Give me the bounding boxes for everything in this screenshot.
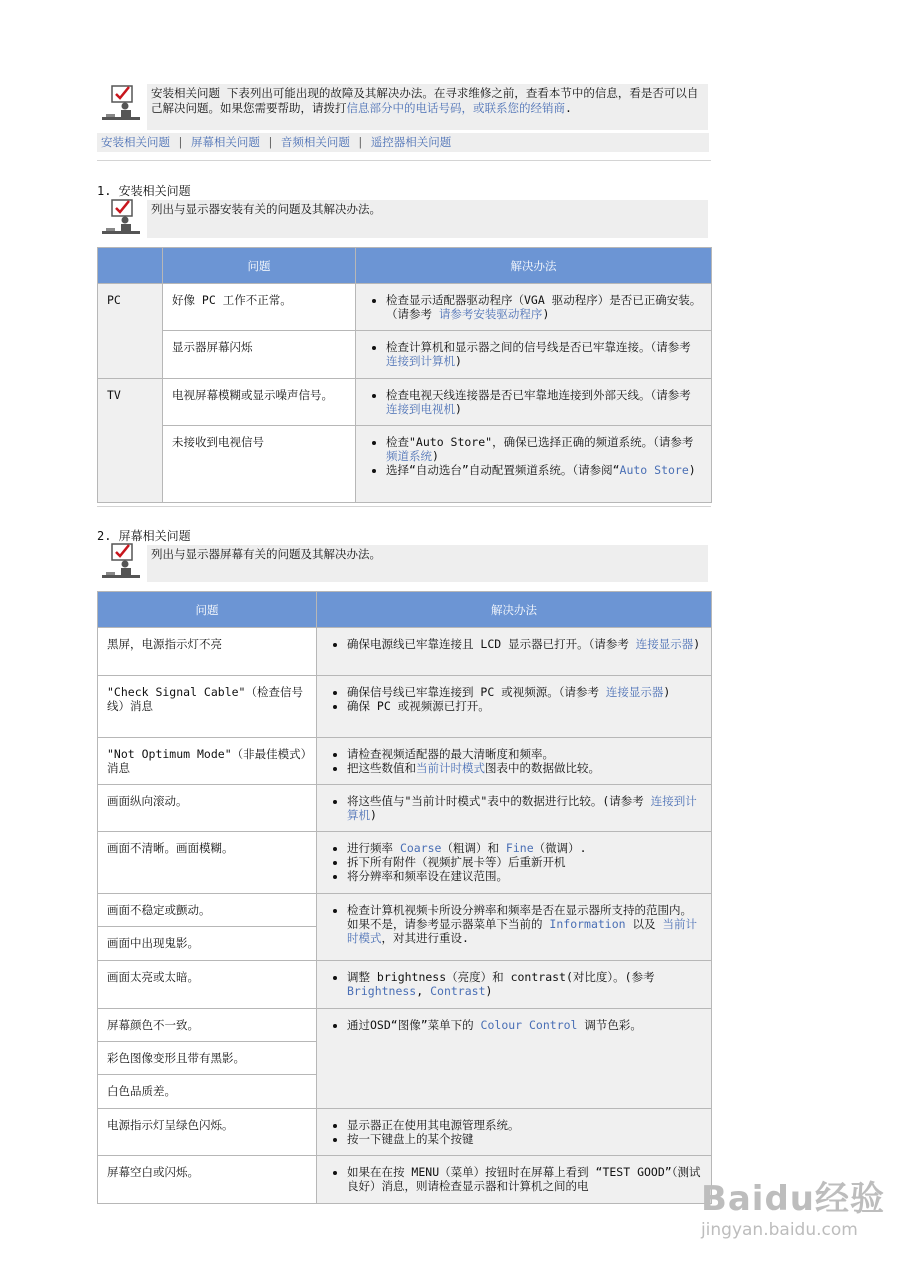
- list-item: • 如果在在按 MENU（菜单）按钮时在屏幕上看到 “TEST GOOD”（测试良好）消息，则请检查显示器和计算机之间的电: [347, 1165, 703, 1193]
- list-item: • 通过OSD“图像”菜单下的 Colour Control 调节色彩。: [347, 1018, 703, 1032]
- solution-link[interactable]: 连接到计算机: [386, 354, 455, 368]
- list-item: • 请检查视频适配器的最大清晰度和频率。: [347, 747, 703, 761]
- category-pc: PC: [98, 284, 163, 379]
- list-item: • 检查显示适配器驱动程序（VGA 驱动程序）是否已正确安装。（请参考 请参考安装驱动程序): [386, 293, 703, 321]
- nav-link-screen[interactable]: 屏幕相关问题: [190, 135, 260, 149]
- list-item: • 检查计算机和显示器之间的信号线是否已牢靠连接。（请参考 连接到计算机): [386, 340, 703, 368]
- solution-cell: [317, 676, 712, 738]
- solution-cell: [317, 961, 712, 1009]
- problem-cell: "Not Optimum Mode"（非最佳模式）消息: [98, 738, 317, 785]
- solution-link[interactable]: Brightness: [347, 984, 417, 998]
- section-title-install: 1. 安装相关问题: [97, 184, 191, 198]
- solution-cell: [317, 894, 712, 961]
- problem-cell: 屏幕颜色不一致。: [98, 1009, 317, 1042]
- problem-cell: 白色品质差。: [98, 1075, 317, 1109]
- list-item: • 检查计算机视频卡所设分辨率和频率是否在显示器所支持的范围内。如果不是，请参考显示器菜单下当前的 Information 以及 当前计时模式，对其进行重设.: [347, 903, 703, 945]
- solution-link[interactable]: Fine: [505, 841, 534, 855]
- problem-cell: 画面不清晰。画面模糊。: [98, 832, 317, 894]
- nav-link-install[interactable]: 安装相关问题: [101, 135, 170, 149]
- solution-link[interactable]: 频道系统: [386, 449, 432, 463]
- nav-link-audio[interactable]: 音频相关问题: [280, 135, 350, 149]
- solution-cell: [356, 379, 712, 426]
- note-icon: [100, 198, 144, 238]
- solution-link[interactable]: 连接显示器: [605, 685, 664, 699]
- solution-link[interactable]: Information: [549, 917, 626, 931]
- section-note: 列出与显示器安装有关的问题及其解决办法。: [147, 200, 708, 238]
- category-tv: TV: [98, 379, 163, 503]
- solution-cell: [317, 832, 712, 894]
- problem-cell: 彩色图像变形且带有黑影。: [98, 1042, 317, 1075]
- contact-link[interactable]: 信息部分中的电话号码，或联系您的经销商: [346, 101, 565, 115]
- baidu-watermark: [701, 1171, 885, 1240]
- problem-cell: 画面不稳定或颤动。: [98, 894, 317, 927]
- solution-link[interactable]: 连接到电视机: [386, 402, 455, 416]
- problem-cell: 电源指示灯呈绿色闪烁。: [98, 1109, 317, 1156]
- list-item: • 按一下键盘上的某个按键: [347, 1132, 703, 1146]
- list-item: • 拆下所有附件（视频扩展卡等）后重新开机: [347, 855, 703, 869]
- note-icon: [100, 542, 144, 582]
- nav-link-remote[interactable]: 遥控器相关问题: [370, 135, 452, 149]
- solution-cell: [317, 785, 712, 832]
- problem-cell: 电视屏幕模糊或显示噪声信号。: [163, 379, 356, 426]
- problem-cell: 未接收到电视信号: [163, 426, 356, 503]
- list-item: • 确保信号线已牢靠连接到 PC 或视频源。（请参考 连接显示器): [347, 685, 703, 699]
- divider: [97, 160, 711, 161]
- solution-link[interactable]: 当前计时模式: [416, 761, 485, 775]
- section-nav: 安装相关问题 | 屏幕相关问题 | 音频相关问题 | 遥控器相关问题: [97, 133, 709, 152]
- problem-cell: 好像 PC 工作不正常。: [163, 284, 356, 331]
- solution-cell: [356, 331, 712, 379]
- solution-link[interactable]: 当前计时模式: [347, 917, 697, 945]
- section-note: 列出与显示器屏幕有关的问题及其解决办法。: [147, 545, 708, 582]
- watermark-url: jingyan.baidu.com: [700, 1220, 858, 1240]
- problem-cell: "Check Signal Cable"（检查信号线）消息: [98, 676, 317, 738]
- solution-cell: [317, 1009, 712, 1109]
- list-item: • 选择“自动选台”自动配置频道系统。（请参阅“Auto Store): [386, 463, 703, 477]
- list-item: • 进行频率 Coarse（粗调）和 Fine（微调）.: [347, 841, 703, 855]
- list-item: • 确保 PC 或视频源已打开。: [347, 699, 703, 713]
- intro-note: 安装相关问题 下表列出可能出现的故障及其解决办法。在寻求维修之前，查看本节中的信息，看是否可以自己解决问题。如果您需要帮助，请拨打信息部分中的电话号码，或联系您的经销商.: [147, 84, 708, 130]
- screen-table: [97, 591, 712, 1204]
- col-header-problem: 问题: [163, 248, 356, 284]
- col-header-category: [98, 248, 163, 284]
- list-item: • 检查电视天线连接器是否已牢靠地连接到外部天线。（请参考 连接到电视机): [386, 388, 703, 416]
- problem-cell: 画面中出现鬼影。: [98, 927, 317, 961]
- solution-link[interactable]: Colour Control: [480, 1018, 578, 1032]
- col-header-solution: 解决办法: [317, 592, 712, 628]
- solution-cell: [317, 1156, 712, 1204]
- solution-link[interactable]: 请参考安装驱动程序: [438, 307, 543, 321]
- solution-link[interactable]: 连接显示器: [635, 637, 694, 651]
- note-icon: [100, 84, 144, 124]
- list-item: • 把这些数值和当前计时模式图表中的数据做比较。: [347, 761, 703, 775]
- solution-cell: [317, 738, 712, 785]
- solution-link[interactable]: Auto Store: [619, 463, 689, 477]
- problem-cell: 屏幕空白或闪烁。: [98, 1156, 317, 1204]
- install-table: [97, 247, 712, 503]
- solution-cell: [356, 284, 712, 331]
- problem-cell: 画面太亮或太暗。: [98, 961, 317, 1009]
- problem-cell: 画面纵向滚动。: [98, 785, 317, 832]
- watermark-brand: Baidu经验: [700, 1179, 885, 1219]
- problem-cell: 黑屏，电源指示灯不亮: [98, 628, 317, 676]
- solution-link[interactable]: Coarse: [399, 841, 442, 855]
- divider: [97, 506, 711, 507]
- list-item: • 调整 brightness（亮度）和 contrast(对比度）。(参考 Brightness, Contrast): [347, 970, 703, 998]
- col-header-solution: 解决办法: [356, 248, 712, 284]
- list-item: • 检查"Auto Store"，确保已选择正确的频道系统。（请参考 频道系统): [386, 435, 703, 463]
- solution-cell: [356, 426, 712, 503]
- list-item: • 将这些值与"当前计时模式"表中的数据进行比较。(请参考 连接到计算机): [347, 794, 703, 822]
- list-item: • 将分辨率和频率设在建议范围。: [347, 869, 703, 883]
- solution-cell: [317, 1109, 712, 1156]
- list-item: • 确保电源线已牢靠连接且 LCD 显示器已打开。（请参考 连接显示器): [347, 637, 703, 651]
- problem-cell: 显示器屏幕闪烁: [163, 331, 356, 379]
- intro-text: 安装相关问题 下表列出可能出现的故障及其解决办法。在寻求维修之前，查看本节中的信息，看是否可以自己解决问题。如果您需要帮助，请拨打: [151, 86, 699, 115]
- solution-link[interactable]: Contrast: [430, 984, 486, 998]
- section-title-screen: 2. 屏幕相关问题: [97, 529, 191, 543]
- list-item: • 显示器正在使用其电源管理系统。: [347, 1118, 703, 1132]
- solution-cell: [317, 628, 712, 676]
- col-header-problem: 问题: [98, 592, 317, 628]
- solution-link[interactable]: 连接到计算机: [347, 794, 697, 822]
